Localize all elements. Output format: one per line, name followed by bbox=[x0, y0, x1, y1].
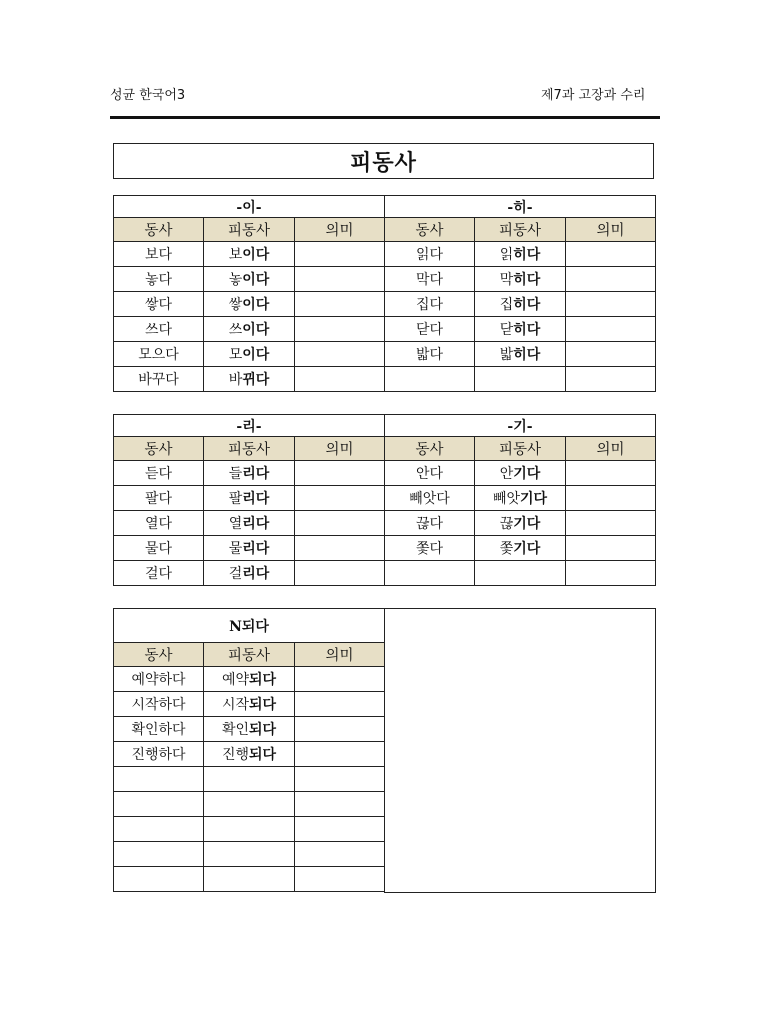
verb-cell: 팔다 bbox=[114, 486, 204, 511]
passive-cell bbox=[475, 342, 566, 367]
passive-cell bbox=[204, 292, 295, 317]
verb-cell: 바꾸다 bbox=[114, 367, 204, 392]
passive-cell bbox=[475, 242, 566, 267]
meaning-cell[interactable] bbox=[295, 486, 385, 511]
col-meaning: 의미 bbox=[295, 437, 385, 461]
verb-cell: 보다 bbox=[114, 242, 204, 267]
verb-cell: 쫓다 bbox=[385, 536, 475, 561]
col-meaning: 의미 bbox=[295, 643, 385, 667]
passive-cell bbox=[204, 342, 295, 367]
passive-suffix: 이다 bbox=[242, 297, 270, 313]
passive-stem: 놓 bbox=[228, 272, 243, 288]
passive-stem: 진행 bbox=[221, 747, 249, 763]
meaning-cell[interactable] bbox=[295, 561, 385, 586]
meaning-cell[interactable] bbox=[295, 767, 385, 792]
col-verb: 동사 bbox=[385, 218, 475, 242]
passive-cell bbox=[204, 242, 295, 267]
passive-stem: 들 bbox=[228, 466, 243, 482]
table-row bbox=[114, 742, 385, 767]
passive-stem: 안 bbox=[499, 466, 514, 482]
col-verb: 동사 bbox=[114, 643, 204, 667]
table-row bbox=[114, 817, 385, 842]
meaning-cell[interactable] bbox=[295, 717, 385, 742]
page-title: 피동사 bbox=[113, 143, 654, 179]
table-row bbox=[114, 561, 656, 586]
verb-cell: 놓다 bbox=[114, 267, 204, 292]
column-header-row bbox=[114, 437, 656, 461]
col-passive: 피동사 bbox=[475, 218, 566, 242]
passive-cell bbox=[475, 536, 566, 561]
passive-cell bbox=[204, 867, 295, 892]
meaning-cell[interactable] bbox=[566, 292, 656, 317]
passive-suffix: 리다 bbox=[242, 516, 270, 532]
verb-cell: 막다 bbox=[385, 267, 475, 292]
col-verb: 동사 bbox=[114, 218, 204, 242]
passive-suffix: 히다 bbox=[513, 272, 541, 288]
meaning-cell[interactable] bbox=[566, 242, 656, 267]
passive-cell bbox=[204, 742, 295, 767]
passive-suffix: 이다 bbox=[242, 247, 270, 263]
passive-cell bbox=[204, 767, 295, 792]
section-heading-gi: -기- bbox=[385, 415, 656, 437]
passive-stem: 바 bbox=[228, 372, 243, 388]
col-meaning: 의미 bbox=[566, 218, 656, 242]
table-row bbox=[114, 486, 656, 511]
verb-cell: 쓰다 bbox=[114, 317, 204, 342]
passive-suffix: 이다 bbox=[242, 272, 270, 288]
meaning-cell[interactable] bbox=[566, 536, 656, 561]
meaning-cell[interactable] bbox=[295, 692, 385, 717]
passive-suffix: 되다 bbox=[249, 672, 277, 688]
meaning-cell[interactable] bbox=[566, 342, 656, 367]
passive-table-doeda bbox=[113, 608, 385, 892]
meaning-cell[interactable] bbox=[566, 486, 656, 511]
passive-suffix: 기다 bbox=[520, 491, 548, 507]
meaning-cell[interactable] bbox=[295, 792, 385, 817]
passive-suffix: 리다 bbox=[242, 491, 270, 507]
verb-cell: 걸다 bbox=[114, 561, 204, 586]
section-heading-doeda: N되다 bbox=[114, 609, 385, 643]
meaning-cell[interactable] bbox=[295, 536, 385, 561]
meaning-cell[interactable] bbox=[295, 367, 385, 392]
passive-stem: 보 bbox=[228, 247, 243, 263]
passive-stem: 쌓 bbox=[228, 297, 243, 313]
meaning-cell[interactable] bbox=[295, 267, 385, 292]
meaning-cell[interactable] bbox=[295, 667, 385, 692]
passive-stem: 모 bbox=[228, 347, 243, 363]
verb-cell: 읽다 bbox=[385, 242, 475, 267]
passive-cell bbox=[475, 461, 566, 486]
table-row bbox=[114, 842, 385, 867]
passive-stem: 물 bbox=[228, 541, 243, 557]
passive-stem: 팔 bbox=[228, 491, 243, 507]
passive-cell bbox=[475, 367, 566, 392]
col-passive: 피동사 bbox=[204, 437, 295, 461]
passive-table-i-hi bbox=[113, 195, 656, 392]
verb-cell: 모으다 bbox=[114, 342, 204, 367]
verb-cell bbox=[114, 767, 204, 792]
meaning-cell[interactable] bbox=[566, 267, 656, 292]
passive-suffix: 리다 bbox=[242, 466, 270, 482]
verb-cell: 물다 bbox=[114, 536, 204, 561]
column-header-row bbox=[114, 643, 385, 667]
passive-cell bbox=[204, 561, 295, 586]
verb-cell bbox=[114, 867, 204, 892]
verb-cell: 확인하다 bbox=[114, 717, 204, 742]
passive-stem: 걸 bbox=[228, 566, 243, 582]
verb-cell: 집다 bbox=[385, 292, 475, 317]
table-row bbox=[114, 536, 656, 561]
verb-cell: 밟다 bbox=[385, 342, 475, 367]
passive-suffix: 리다 bbox=[242, 541, 270, 557]
meaning-cell[interactable] bbox=[295, 342, 385, 367]
passive-suffix: 히다 bbox=[513, 297, 541, 313]
empty-box bbox=[384, 608, 656, 893]
passive-stem: 예약 bbox=[221, 672, 249, 688]
passive-stem: 열 bbox=[228, 516, 243, 532]
header-rule bbox=[110, 116, 660, 119]
table-row bbox=[114, 792, 385, 817]
passive-cell bbox=[475, 511, 566, 536]
verb-cell: 쌓다 bbox=[114, 292, 204, 317]
meaning-cell[interactable] bbox=[566, 367, 656, 392]
passive-suffix: 되다 bbox=[249, 697, 277, 713]
col-meaning: 의미 bbox=[295, 218, 385, 242]
passive-cell bbox=[204, 817, 295, 842]
meaning-cell[interactable] bbox=[566, 511, 656, 536]
passive-suffix: 이다 bbox=[242, 347, 270, 363]
verb-cell bbox=[385, 561, 475, 586]
table-row bbox=[114, 667, 385, 692]
passive-stem: 확인 bbox=[221, 722, 249, 738]
passive-cell bbox=[204, 692, 295, 717]
passive-cell bbox=[204, 717, 295, 742]
verb-cell: 예약하다 bbox=[114, 667, 204, 692]
verb-cell bbox=[114, 792, 204, 817]
meaning-cell[interactable] bbox=[566, 561, 656, 586]
passive-cell bbox=[204, 511, 295, 536]
passive-cell bbox=[204, 486, 295, 511]
table-row bbox=[114, 717, 385, 742]
passive-stem: 끊 bbox=[499, 516, 514, 532]
meaning-cell[interactable] bbox=[295, 842, 385, 867]
meaning-cell[interactable] bbox=[295, 461, 385, 486]
table-row bbox=[114, 242, 656, 267]
passive-cell bbox=[204, 792, 295, 817]
passive-cell bbox=[475, 561, 566, 586]
verb-cell bbox=[114, 842, 204, 867]
col-meaning: 의미 bbox=[566, 437, 656, 461]
passive-stem: 읽 bbox=[499, 247, 514, 263]
passive-stem: 막 bbox=[499, 272, 514, 288]
meaning-cell[interactable] bbox=[295, 317, 385, 342]
table-row bbox=[114, 511, 656, 536]
passive-suffix: 리다 bbox=[242, 566, 270, 582]
table-row bbox=[114, 292, 656, 317]
section-heading-ri: -리- bbox=[114, 415, 385, 437]
passive-suffix: 히다 bbox=[513, 322, 541, 338]
col-verb: 동사 bbox=[114, 437, 204, 461]
header-left: 성균 한국어3 bbox=[110, 88, 186, 103]
meaning-cell[interactable] bbox=[295, 742, 385, 767]
passive-stem: 쓰 bbox=[228, 322, 243, 338]
meaning-cell[interactable] bbox=[566, 317, 656, 342]
verb-cell: 안다 bbox=[385, 461, 475, 486]
table-row bbox=[114, 692, 385, 717]
passive-cell bbox=[204, 461, 295, 486]
passive-stem: 시작 bbox=[221, 697, 249, 713]
passive-cell bbox=[204, 667, 295, 692]
column-header-row bbox=[114, 218, 656, 242]
passive-suffix: 히다 bbox=[513, 247, 541, 263]
passive-suffix: 기다 bbox=[513, 466, 541, 482]
table-row bbox=[114, 461, 656, 486]
section-heading-hi: -히- bbox=[385, 196, 656, 218]
passive-stem: 밟 bbox=[499, 347, 514, 363]
passive-suffix: 뀌다 bbox=[242, 372, 270, 388]
passive-suffix: 기다 bbox=[513, 541, 541, 557]
passive-suffix: 히다 bbox=[513, 347, 541, 363]
table-row bbox=[114, 342, 656, 367]
passive-cell bbox=[204, 842, 295, 867]
verb-cell: 끊다 bbox=[385, 511, 475, 536]
passive-cell bbox=[475, 317, 566, 342]
table-row bbox=[114, 867, 385, 892]
table-row bbox=[114, 267, 656, 292]
verb-cell: 진행하다 bbox=[114, 742, 204, 767]
section-heading-i: -이- bbox=[114, 196, 385, 218]
verb-cell: 시작하다 bbox=[114, 692, 204, 717]
passive-cell bbox=[475, 267, 566, 292]
passive-cell bbox=[475, 486, 566, 511]
passive-suffix: 이다 bbox=[242, 322, 270, 338]
passive-suffix: 기다 bbox=[513, 516, 541, 532]
col-passive: 피동사 bbox=[475, 437, 566, 461]
meaning-cell[interactable] bbox=[295, 511, 385, 536]
meaning-cell[interactable] bbox=[295, 817, 385, 842]
meaning-cell[interactable] bbox=[295, 292, 385, 317]
passive-cell bbox=[204, 536, 295, 561]
passive-cell bbox=[204, 367, 295, 392]
table-row bbox=[114, 367, 656, 392]
passive-stem: 쫓 bbox=[499, 541, 514, 557]
verb-cell: 열다 bbox=[114, 511, 204, 536]
verb-cell: 빼앗다 bbox=[385, 486, 475, 511]
passive-cell bbox=[475, 292, 566, 317]
verb-cell: 듣다 bbox=[114, 461, 204, 486]
meaning-cell[interactable] bbox=[295, 867, 385, 892]
passive-suffix: 되다 bbox=[249, 747, 277, 763]
passive-table-ri-gi bbox=[113, 414, 656, 586]
table-row bbox=[114, 317, 656, 342]
col-passive: 피동사 bbox=[204, 643, 295, 667]
passive-stem: 집 bbox=[499, 297, 514, 313]
passive-cell bbox=[204, 267, 295, 292]
table-row bbox=[114, 767, 385, 792]
verb-cell bbox=[385, 367, 475, 392]
meaning-cell[interactable] bbox=[566, 461, 656, 486]
verb-cell: 닫다 bbox=[385, 317, 475, 342]
passive-cell bbox=[204, 317, 295, 342]
passive-stem: 빼앗 bbox=[492, 491, 520, 507]
passive-suffix: 되다 bbox=[249, 722, 277, 738]
col-verb: 동사 bbox=[385, 437, 475, 461]
passive-stem: 닫 bbox=[499, 322, 514, 338]
verb-cell bbox=[114, 817, 204, 842]
header-right: 제7과 고장과 수리 bbox=[541, 88, 646, 103]
col-passive: 피동사 bbox=[204, 218, 295, 242]
meaning-cell[interactable] bbox=[295, 242, 385, 267]
